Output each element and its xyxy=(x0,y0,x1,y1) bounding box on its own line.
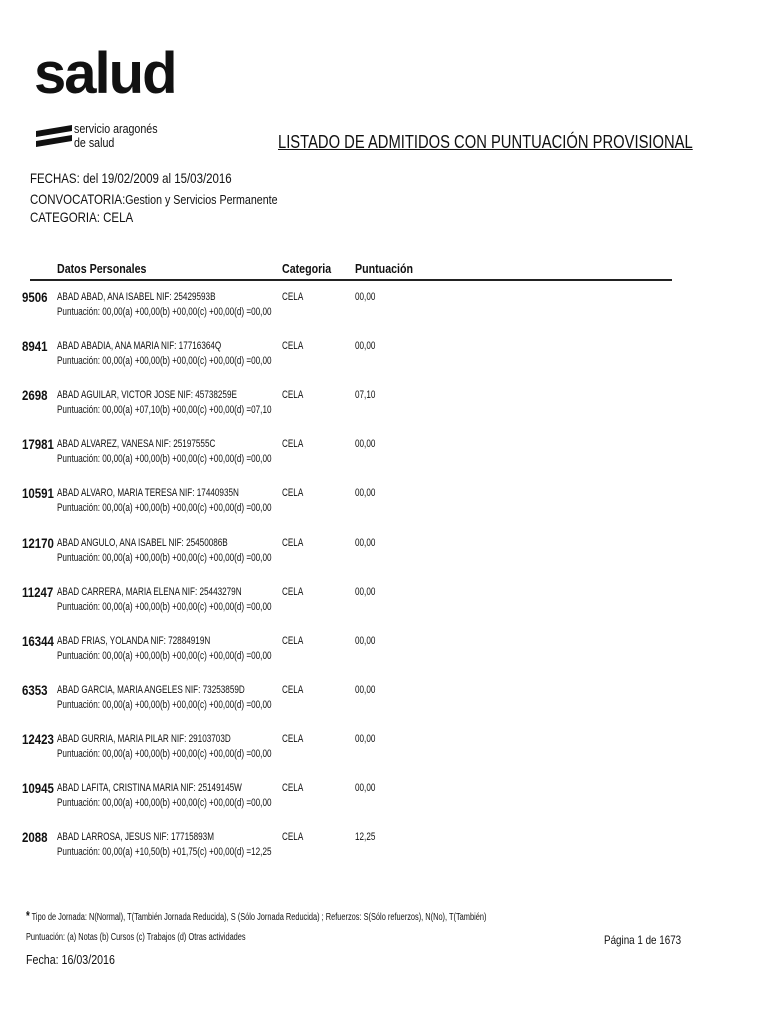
applicant-categoria: CELA xyxy=(282,340,304,352)
footer-fecha: Fecha: 16/03/2016 xyxy=(26,952,115,967)
applicant-puntuacion: 00,00 xyxy=(355,635,376,647)
applicant-score-breakdown: Puntuación: 00,00(a) +00,00(b) +00,00(c) +00,00(d) =00,00 xyxy=(57,453,272,465)
column-header-puntuacion: Puntuación xyxy=(355,261,414,276)
applicant-name: ABAD ABAD, ANA ISABEL NIF: 25429593B xyxy=(57,291,216,303)
applicant-score-breakdown: Puntuación: 00,00(a) +00,00(b) +00,00(c) +00,00(d) =00,00 xyxy=(57,355,272,367)
footer-tipo-text: Tipo de Jornada: N(Normal), T(También Jornada Reducida), S (Sólo Jornada Reducida) ; Refuerzos: S(Sólo refuerzos), N(No), T(También) xyxy=(31,912,487,923)
column-header-datos-personales: Datos Personales xyxy=(57,261,147,276)
applicant-number: 2698 xyxy=(22,387,48,403)
applicant-name: ABAD GARCIA, MARIA ANGELES NIF: 73253859D xyxy=(57,684,245,696)
logo-letter-a: a xyxy=(64,41,95,106)
applicant-name: ABAD LARROSA, JESUS NIF: 17715893M xyxy=(57,831,214,843)
convocatoria-value: Gestion y Servicios Permanente xyxy=(125,192,278,207)
document-title: LISTADO DE ADMITIDOS CON PUNTUACIÓN PROVISIONAL xyxy=(278,132,693,152)
logo-subtitle xyxy=(74,122,158,150)
applicant-name: ABAD ALVAREZ, VANESA NIF: 25197555C xyxy=(57,438,216,450)
applicant-name: ABAD LAFITA, CRISTINA MARIA NIF: 25149145W xyxy=(57,782,242,794)
applicant-score-breakdown: Puntuación: 00,00(a) +00,00(b) +00,00(c) +00,00(d) =00,00 xyxy=(57,306,272,318)
applicant-number: 16344 xyxy=(22,633,54,649)
applicant-puntuacion: 07,10 xyxy=(355,389,376,401)
logo-subtitle-line2: de salud xyxy=(74,135,115,150)
applicant-score-breakdown: Puntuación: 00,00(a) +10,50(b) +01,75(c) +00,00(d) =12,25 xyxy=(57,846,272,858)
applicant-name: ABAD ALVARO, MARIA TERESA NIF: 17440935N xyxy=(57,487,239,499)
applicant-puntuacion: 00,00 xyxy=(355,586,376,598)
logo-letter-s: s xyxy=(34,41,65,106)
applicant-categoria: CELA xyxy=(282,831,304,843)
applicant-score-breakdown: Puntuación: 00,00(a) +00,00(b) +00,00(c) +00,00(d) =00,00 xyxy=(57,748,272,760)
logo-stripes-icon xyxy=(36,125,72,149)
applicant-categoria: CELA xyxy=(282,389,304,401)
applicant-name: ABAD ANGULO, ANA ISABEL NIF: 25450086B xyxy=(57,537,228,549)
footer-tipo-jornada xyxy=(26,908,486,923)
applicant-categoria: CELA xyxy=(282,684,304,696)
applicant-puntuacion: 00,00 xyxy=(355,537,376,549)
applicant-number: 12423 xyxy=(22,731,54,747)
applicant-name: ABAD FRIAS, YOLANDA NIF: 72884919N xyxy=(57,635,211,647)
footnote-star: * xyxy=(26,908,30,923)
applicant-number: 10945 xyxy=(22,780,54,796)
applicant-number: 9506 xyxy=(22,289,48,305)
applicant-number: 2088 xyxy=(22,829,48,845)
header-divider xyxy=(30,279,672,281)
applicant-number: 6353 xyxy=(22,682,48,698)
applicant-score-breakdown: Puntuación: 00,00(a) +00,00(b) +00,00(c) +00,00(d) =00,00 xyxy=(57,797,272,809)
applicant-categoria: CELA xyxy=(282,487,304,499)
applicant-number: 12170 xyxy=(22,535,54,551)
applicant-name: ABAD AGUILAR, VICTOR JOSE NIF: 45738259E xyxy=(57,389,237,401)
applicant-categoria: CELA xyxy=(282,733,304,745)
convocatoria xyxy=(30,191,278,207)
applicant-puntuacion: 12,25 xyxy=(355,831,376,843)
fechas-range: FECHAS: del 19/02/2009 al 15/03/2016 xyxy=(30,170,232,186)
applicant-score-breakdown: Puntuación: 00,00(a) +00,00(b) +00,00(c) +00,00(d) =00,00 xyxy=(57,552,272,564)
applicant-categoria: CELA xyxy=(282,586,304,598)
column-header-categoria: Categoria xyxy=(282,261,332,276)
convocatoria-label: CONVOCATORIA: xyxy=(30,191,126,207)
logo-letters-lud: lud xyxy=(94,41,176,106)
applicant-puntuacion: 00,00 xyxy=(355,782,376,794)
applicant-score-breakdown: Puntuación: 00,00(a) +00,00(b) +00,00(c) +00,00(d) =00,00 xyxy=(57,699,272,711)
footer-puntuacion-legend: Puntuación: (a) Notas (b) Cursos (c) Trabajos (d) Otras actividades xyxy=(26,932,246,943)
applicant-puntuacion: 00,00 xyxy=(355,487,376,499)
applicant-puntuacion: 00,00 xyxy=(355,684,376,696)
applicant-number: 10591 xyxy=(22,485,54,501)
applicant-categoria: CELA xyxy=(282,438,304,450)
applicant-name: ABAD CARRERA, MARIA ELENA NIF: 25443279N xyxy=(57,586,242,598)
applicant-number: 17981 xyxy=(22,436,54,452)
applicant-puntuacion: 00,00 xyxy=(355,340,376,352)
applicant-name: ABAD ABADIA, ANA MARIA NIF: 17716364Q xyxy=(57,340,222,352)
applicant-puntuacion: 00,00 xyxy=(355,291,376,303)
applicant-score-breakdown: Puntuación: 00,00(a) +00,00(b) +00,00(c) +00,00(d) =00,00 xyxy=(57,502,272,514)
applicant-score-breakdown: Puntuación: 00,00(a) +00,00(b) +00,00(c) +00,00(d) =00,00 xyxy=(57,650,272,662)
applicant-name: ABAD GURRIA, MARIA PILAR NIF: 29103703D xyxy=(57,733,231,745)
categoria-line: CATEGORIA: CELA xyxy=(30,209,134,225)
page-number: Página 1 de 1673 xyxy=(604,933,682,947)
applicant-categoria: CELA xyxy=(282,291,304,303)
applicant-puntuacion: 00,00 xyxy=(355,438,376,450)
applicant-categoria: CELA xyxy=(282,635,304,647)
applicant-score-breakdown: Puntuación: 00,00(a) +00,00(b) +00,00(c) +00,00(d) =00,00 xyxy=(57,601,272,613)
logo-subtitle-line1: servicio aragonés xyxy=(74,121,158,136)
salud-logo-wordmark xyxy=(34,41,176,106)
applicant-categoria: CELA xyxy=(282,782,304,794)
applicant-number: 8941 xyxy=(22,338,48,354)
applicant-puntuacion: 00,00 xyxy=(355,733,376,745)
applicant-number: 11247 xyxy=(22,584,54,600)
applicant-categoria: CELA xyxy=(282,537,304,549)
applicant-score-breakdown: Puntuación: 00,00(a) +07,10(b) +00,00(c) +00,00(d) =07,10 xyxy=(57,404,272,416)
